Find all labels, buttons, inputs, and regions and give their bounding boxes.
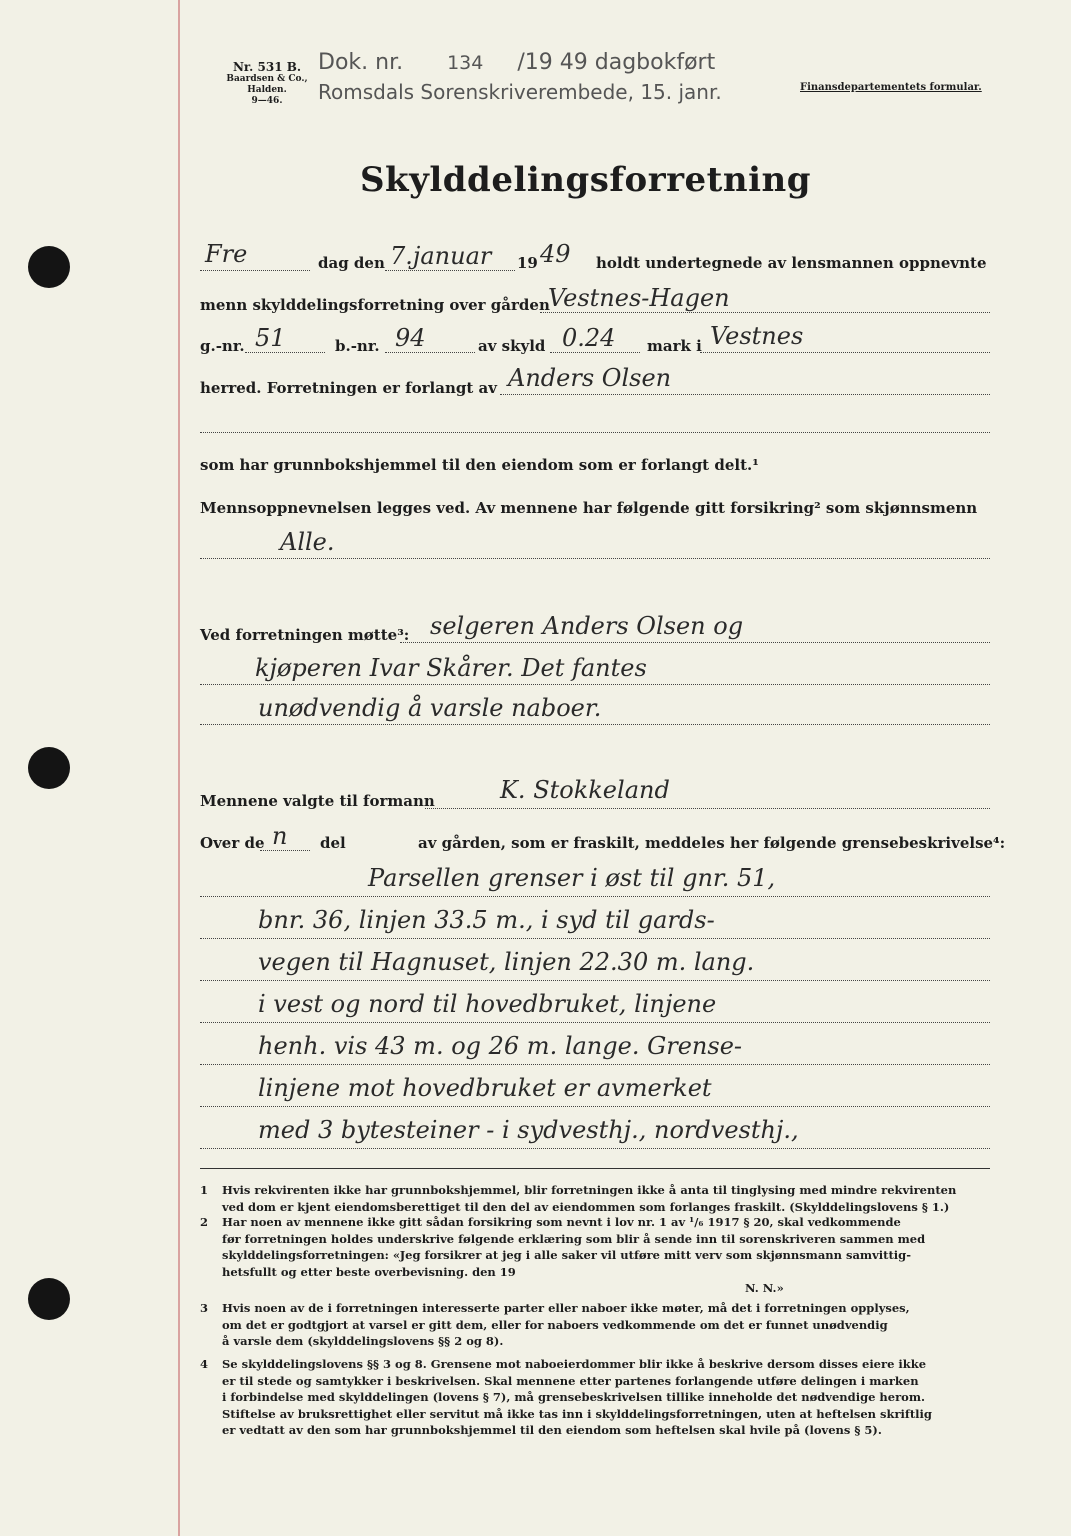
rule-grense-6 bbox=[200, 1106, 990, 1107]
footnote-4 bbox=[200, 1356, 990, 1439]
rule-formann bbox=[425, 808, 990, 809]
menn-text: Mennsoppnevnelsen legges ved. Av mennene har følgende gitt forsikring² som skjønnsmenn bbox=[200, 499, 978, 517]
line2-text: menn skylddelingsforretning over gården bbox=[200, 296, 550, 314]
rule-grense-1 bbox=[200, 896, 990, 897]
year-value: 49 bbox=[540, 240, 571, 268]
weekday-value: Fre bbox=[205, 240, 248, 268]
rule-over-de bbox=[260, 850, 310, 851]
ministry-form: Finansdepartementets formular. bbox=[800, 82, 982, 93]
date-value: 7.januar bbox=[390, 242, 492, 270]
requester-value: Anders Olsen bbox=[508, 364, 672, 392]
rule-mote-1 bbox=[400, 642, 990, 643]
del-label: del bbox=[320, 834, 346, 852]
rule-requester bbox=[500, 394, 990, 395]
bnr-label: b.-nr. bbox=[335, 337, 380, 355]
margin-line bbox=[178, 0, 180, 1536]
footnote-separator bbox=[200, 1168, 990, 1169]
stamp-doc-number: 134 bbox=[447, 52, 484, 74]
rule-gnr bbox=[245, 352, 325, 353]
grense-line-3: vegen til Hagnuset, linjen 22.30 m. lang. bbox=[258, 948, 755, 976]
farm-name: Vestnes-Hagen bbox=[548, 284, 730, 312]
footnote-1-text: Hvis rekvirenten ikke har grunnbokshjemmel, blir forretningen ikke å anta til tinglysing med mindre rekvirenten ved dom er kjent eiendomsberettiget til den del av eiendommen som forlanges fraskilt. (Skylddelingslovens § 1.) bbox=[222, 1183, 957, 1214]
formann-value: K. Stokkeland bbox=[500, 776, 670, 804]
formann-label: Mennene valgte til formann bbox=[200, 792, 435, 810]
footnote-3 bbox=[200, 1300, 990, 1350]
rule-grense-7 bbox=[200, 1148, 990, 1149]
mote-label: Ved forretningen møtte³: bbox=[200, 626, 410, 644]
rule-grense-5 bbox=[200, 1064, 990, 1065]
grense-line-4: i vest og nord til hovedbruket, linjene bbox=[258, 990, 717, 1018]
footnote-4-text: Se skylddelingslovens §§ 3 og 8. Grensene mot naboeierdommer blir ikke å beskrive dersom disses eiere ikke er til stede og samtykker i beskrivelsen. Skal mennene etter partenes forlangende utføre delingen i marken i forbindelse med skylddelingen (lovens § 7), må grensebeskrivelsen tillike inneholde det nødvendige herom. Stiftelse av bruksrettighet eller servitut må ikke tas inn i skylddelingsforretningen, uten at heftelsen skriftlig er vedtatt av den som har grunnbokshjemmel til den eiendom som heftelsen skal hvile på (lovens § 5). bbox=[222, 1357, 932, 1437]
line1-text: holdt undertegnede av lensmannen oppnevnte bbox=[596, 254, 987, 272]
stamp-office: Romsdals Sorenskriverembede, bbox=[318, 80, 634, 104]
footnote-2-text: Har noen av mennene ikke gitt sådan forsikring som nevnt i lov nr. 1 av ¹/₆ 1917 § 20, skal vedkommende før forretningen holdes underskrive følgende erklæring som blir å sende inn til sorenskriveren sammen med skylddelingsforretningen: «Jeg forsikrer at jeg i alle saker vil utføre mitt verv som skjønnsmann samvittig- hetsfullt og etter beste overbevisning. den 19 bbox=[222, 1215, 926, 1279]
grense-line-7: med 3 bytesteiner - i sydvesthj., nordvesthj., bbox=[258, 1116, 799, 1144]
footnote-4-number: 4 bbox=[200, 1357, 209, 1371]
footnote-1 bbox=[200, 1182, 990, 1215]
footnote-1-number: 1 bbox=[200, 1183, 209, 1197]
grense-line-2: bnr. 36, linjen 33.5 m., i syd til gards- bbox=[258, 906, 715, 934]
rule-grense-3 bbox=[200, 980, 990, 981]
forsikring-value: Alle. bbox=[280, 528, 335, 556]
footnote-2-nn: N. N.» bbox=[745, 1281, 784, 1295]
rule-date bbox=[385, 270, 515, 271]
herred-label: herred. Forretningen er forlangt av bbox=[200, 379, 497, 397]
rule-grense-4 bbox=[200, 1022, 990, 1023]
stamp-line-2 bbox=[318, 80, 722, 104]
gnr-label: g.-nr. bbox=[200, 337, 245, 355]
skyld-label: av skyld bbox=[478, 337, 546, 355]
rule-blank bbox=[200, 432, 990, 433]
grense-line-5: henh. vis 43 m. og 26 m. lange. Grense- bbox=[258, 1032, 743, 1060]
footnote-2-number: 2 bbox=[200, 1215, 209, 1229]
grense-line-1: Parsellen grenser i øst til gnr. 51, bbox=[368, 864, 776, 892]
stamp-doc-label: Dok. nr. bbox=[318, 50, 404, 75]
stamp-year: /19 49 bbox=[517, 50, 588, 75]
rule-weekday bbox=[200, 270, 310, 271]
form-number: Nr. 531 B. bbox=[232, 60, 302, 74]
punch-hole-bottom bbox=[28, 1278, 70, 1320]
over-de-value: n bbox=[272, 822, 288, 850]
stamp-date: 15. janr. bbox=[640, 80, 722, 104]
rule-forsikring bbox=[200, 558, 990, 559]
gnr-value: 51 bbox=[255, 324, 286, 352]
printer: Baardsen & Co., Halden. bbox=[226, 74, 308, 95]
rule-grense-2 bbox=[200, 938, 990, 939]
rule-skyld bbox=[550, 352, 640, 353]
print-date: 9—46. bbox=[251, 96, 283, 106]
footnote-2-signature bbox=[745, 1280, 945, 1297]
punch-hole-middle bbox=[28, 747, 70, 789]
mote-line-3: unødvendig å varsle naboer. bbox=[258, 694, 602, 722]
rule-bnr bbox=[385, 352, 475, 353]
rule-mote-3 bbox=[200, 724, 990, 725]
rule-farm bbox=[540, 312, 990, 313]
document-title: Skylddelingsforretning bbox=[359, 160, 812, 200]
municipality-value: Vestnes bbox=[710, 322, 804, 350]
rule-mote-2 bbox=[200, 684, 990, 685]
grense-line-6: linjene mot hovedbruket er avmerket bbox=[258, 1074, 712, 1102]
mark-label: mark i bbox=[647, 337, 702, 355]
footnote-3-text: Hvis noen av de i forretningen interesserte parter eller naboer ikke møter, må det i forretningen opplyses, om det er godtgjort at varsel er gitt dem, eller for naboers vedkommende om det er funnet unødvendig å varsle dem (skylddelingslovens §§ 2 og 8). bbox=[222, 1301, 910, 1348]
skyld-value: 0.24 bbox=[562, 324, 616, 352]
footnote-2 bbox=[200, 1214, 990, 1280]
footnote-3-number: 3 bbox=[200, 1301, 209, 1315]
dag-den-label: dag den bbox=[318, 254, 385, 272]
stamp-line-1 bbox=[318, 50, 715, 75]
hjemmel-text: som har grunnbokshjemmel til den eiendom som er forlangt delt.¹ bbox=[200, 456, 759, 474]
bnr-value: 94 bbox=[395, 324, 426, 352]
punch-hole-top bbox=[28, 246, 70, 288]
mote-line-1: selgeren Anders Olsen og bbox=[430, 612, 744, 640]
over-de-label: Over de bbox=[200, 834, 265, 852]
mote-line-2: kjøperen Ivar Skårer. Det fantes bbox=[255, 654, 647, 682]
stamp-dagbokfort: dagbokført bbox=[594, 50, 716, 75]
form-header bbox=[222, 60, 312, 107]
year-prefix: 19 bbox=[517, 254, 538, 272]
rule-municipality bbox=[700, 352, 990, 353]
grense-text: av gården, som er fraskilt, meddeles her følgende grensebeskrivelse⁴: bbox=[418, 834, 1006, 852]
